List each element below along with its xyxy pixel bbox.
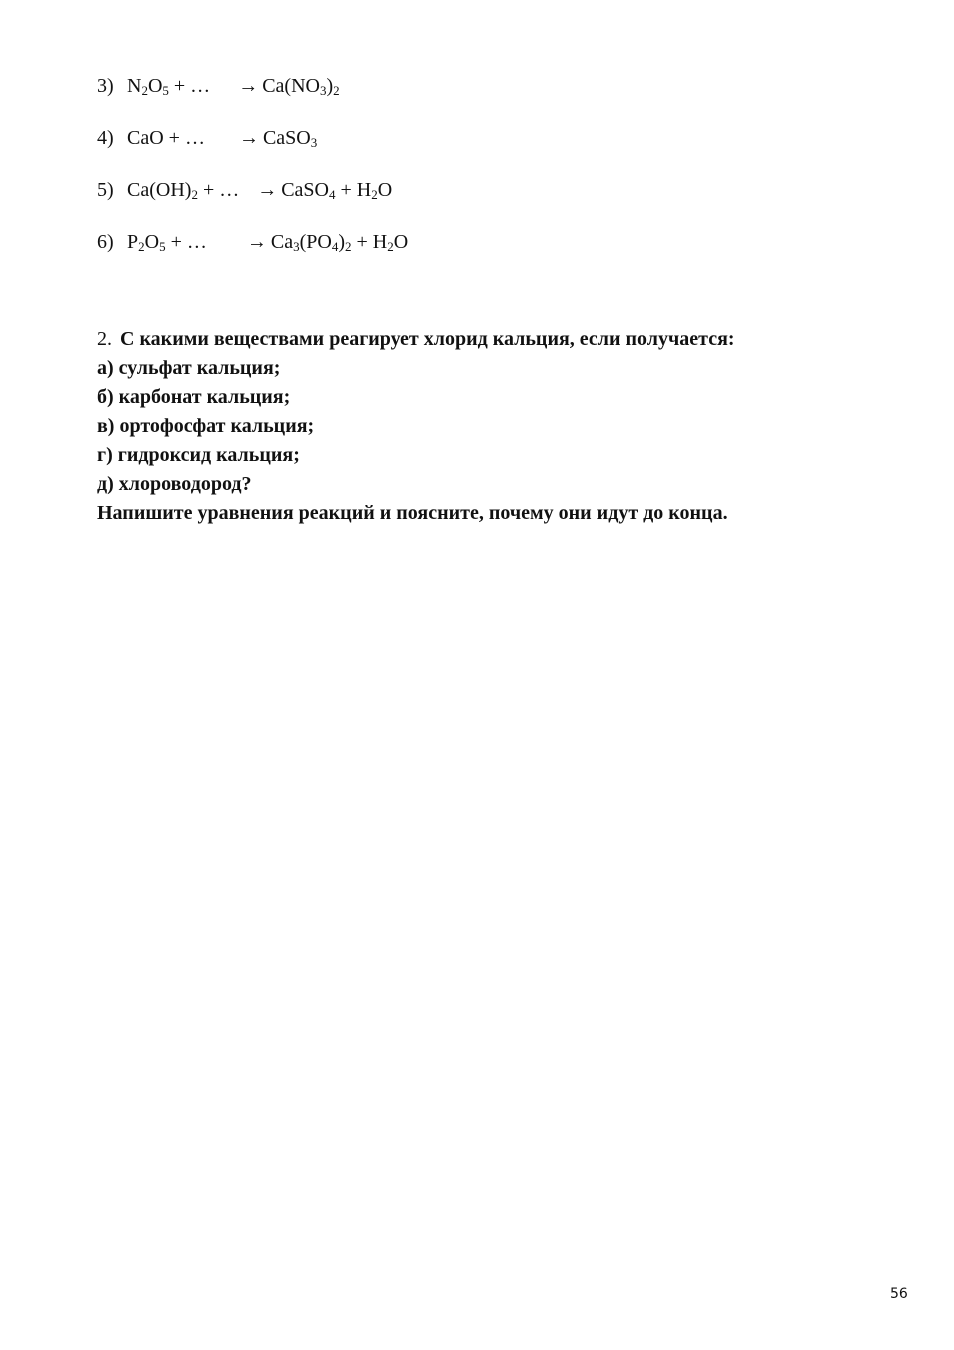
task-question-line	[97, 325, 897, 354]
arrow-icon: →	[238, 75, 259, 97]
equation-products: $Ca(NO_3)_2$	[262, 75, 340, 98]
equation-products: $Ca_3(PO_4)_2 + H_2O$	[270, 231, 409, 254]
equation-reactants: $P_2O_5$ + …	[127, 231, 207, 254]
task-option: б) карбонат кальция;	[97, 386, 291, 408]
equation-row	[97, 174, 408, 226]
equation-reactants: CaO + …	[127, 127, 205, 149]
equation-row	[97, 226, 408, 278]
task-option: в) ортофосфат кальция;	[97, 415, 315, 437]
task-option: а) сульфат кальция;	[97, 357, 281, 379]
task-question: С какими веществами реагирует хлорид кальция, если получается:	[120, 328, 735, 350]
equation-number: 5)	[97, 179, 114, 201]
equation-row	[97, 122, 408, 174]
arrow-icon: →	[238, 127, 259, 149]
equation-row	[97, 70, 408, 122]
page-number: 56	[890, 1286, 908, 1302]
equation-products: CaSO$_4$ + $H_2O$	[281, 179, 393, 202]
task-2	[97, 325, 897, 528]
arrow-icon: →	[246, 231, 267, 253]
equation-number: 6)	[97, 231, 114, 253]
task-option: г) гидроксид кальция;	[97, 444, 300, 466]
equation-list	[97, 70, 408, 278]
task-instruction: Напишите уравнения реакций и поясните, почему они идут до конца.	[97, 502, 728, 524]
equation-number: 3)	[97, 75, 114, 97]
equation-number: 4)	[97, 127, 114, 149]
equation-products: CaSO$_3$	[262, 127, 318, 150]
equation-reactants: $N_2O_5$ + …	[127, 75, 211, 98]
task-option: д) хлороводород?	[97, 473, 252, 495]
task-number: 2.	[97, 328, 112, 350]
arrow-icon: →	[257, 179, 278, 201]
equation-reactants: $Ca(OH)_2$ + …	[127, 179, 240, 202]
